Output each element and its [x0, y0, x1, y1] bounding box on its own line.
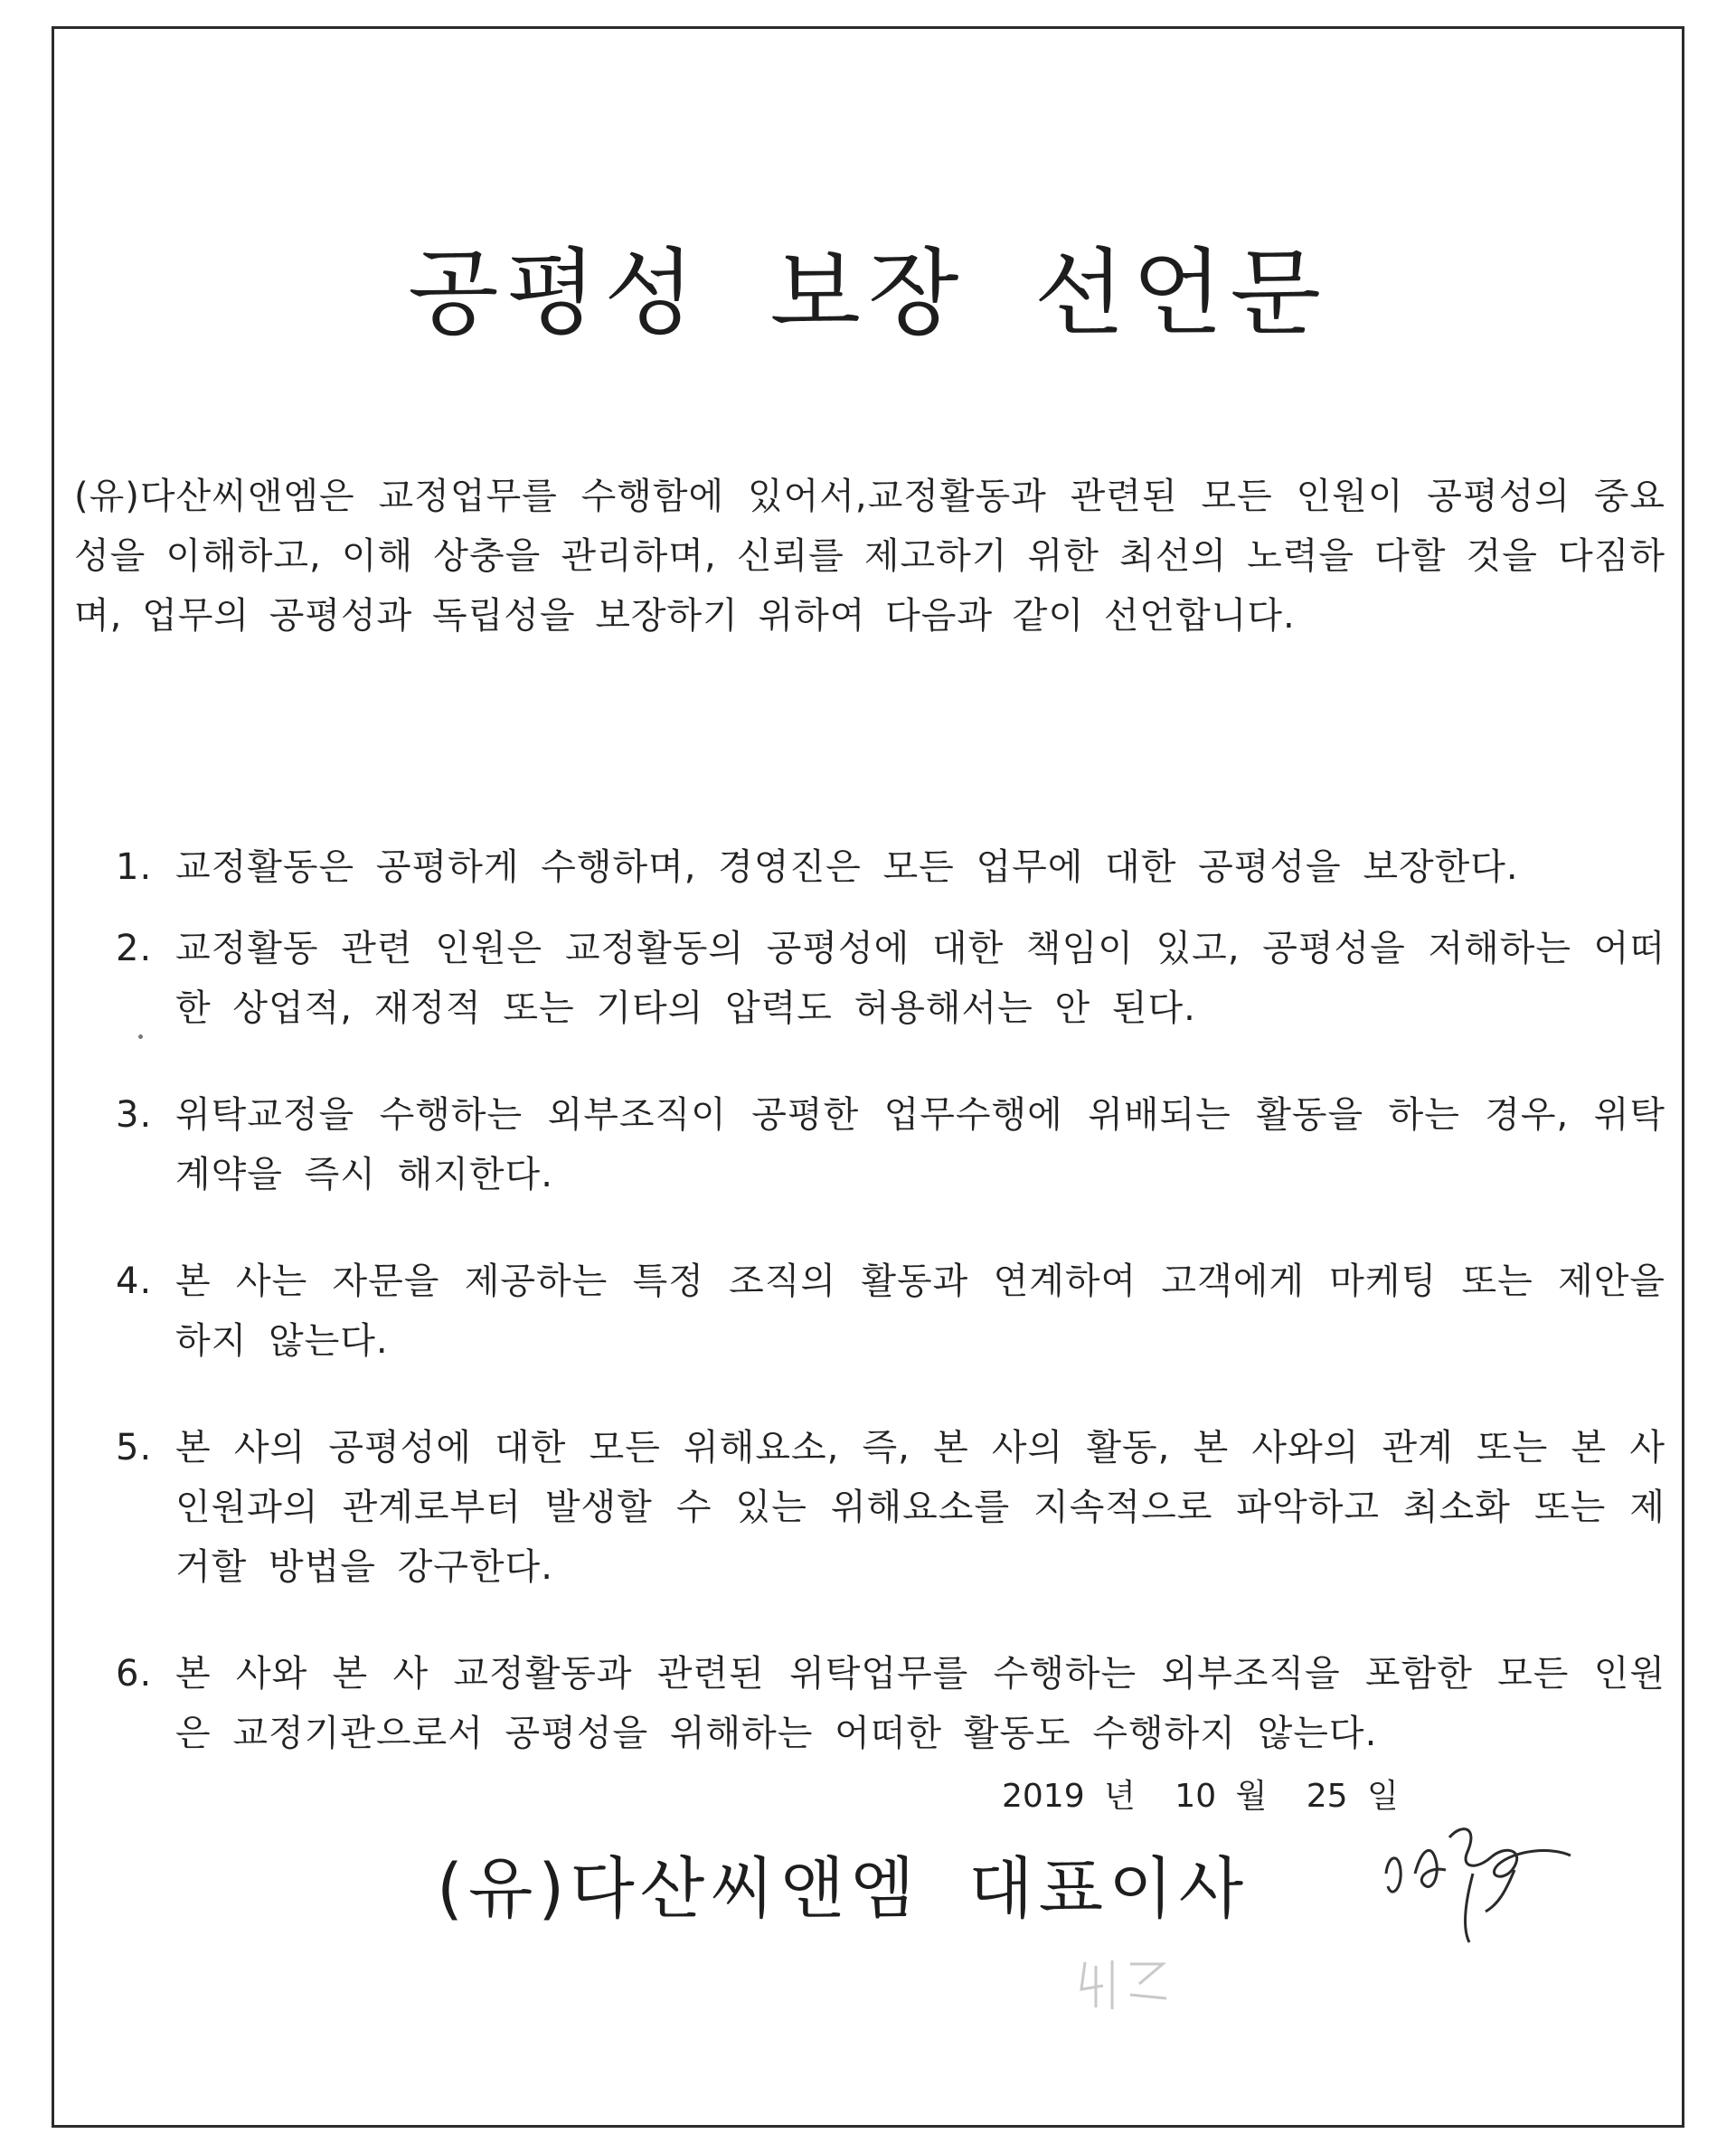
declaration-date — [1002, 1771, 1419, 1817]
item-text: 본 사와 본 사 교정활동과 관련된 위탁업무를 수행하는 외부조직을 포함한 모든 인원은 교정기관으로서 공평성을 위해하는 어떠한 활동도 수행하지 않는다. — [175, 1653, 1665, 1754]
declaration-item-6 — [116, 1644, 1665, 1763]
intro-paragraph: (유)다산씨앤엠은 교정업무를 수행함에 있어서,교정활동과 관련된 모든 인원이 공평성의 중요성을 이해하고, 이해 상충을 관리하며, 신뢰를 제고하기 위한 최선의 노력을 다할 것을 다짐하며, 업무의 공평성과 독립성을 보장하기 위하여 다음과 같이 선언합니다. — [74, 476, 1665, 637]
handwritten-signature — [1379, 1810, 1578, 1946]
date-day: 25 일 — [1306, 1778, 1399, 1815]
item-number: 5. — [116, 1427, 153, 1468]
declaration-item-3 — [116, 1085, 1665, 1204]
item-text: 본 사는 자문을 제공하는 특정 조직의 활동과 연계하여 고객에게 마케팅 또는 제안을 하지 않는다. — [175, 1261, 1665, 1362]
item-text: 교정활동은 공평하게 수행하며, 경영진은 모든 업무에 대한 공평성을 보장한다. — [175, 846, 1519, 888]
signer-title: (유)다산씨앤엠 대표이사 — [437, 1850, 1250, 1928]
document-title: 공평성 보장 선언문 — [408, 238, 1328, 348]
declaration-item-5 — [116, 1418, 1665, 1597]
item-text: 본 사의 공평성에 대한 모든 위해요소, 즉, 본 사의 활동, 본 사와의 관계 또는 본 사 인원과의 관계로부터 발생할 수 있는 위해요소를 지속적으로 파악하고 최소화 또는 제거할 방법을 강구한다. — [175, 1427, 1665, 1588]
pencil-mark — [1076, 1944, 1184, 2016]
item-number: 1. — [116, 846, 153, 888]
item-number: 3. — [116, 1094, 153, 1136]
declaration-item-1 — [116, 837, 1665, 897]
item-number: 2. — [116, 928, 153, 969]
declaration-item-2 — [116, 919, 1665, 1038]
item-number: 6. — [116, 1653, 153, 1695]
item-number: 4. — [116, 1261, 153, 1302]
declaration-item-4 — [116, 1251, 1665, 1371]
item-text: 위탁교정을 수행하는 외부조직이 공평한 업무수행에 위배되는 활동을 하는 경우, 위탁계약을 즉시 해지한다. — [175, 1094, 1665, 1195]
item-text: 교정활동 관련 인원은 교정활동의 공평성에 대한 책임이 있고, 공평성을 저해하는 어떠한 상업적, 재정적 또는 기타의 압력도 허용해서는 안 된다. — [175, 928, 1665, 1029]
date-month: 10 월 — [1175, 1778, 1268, 1815]
date-year: 2019 년 — [1002, 1778, 1136, 1815]
declaration-list — [116, 837, 1665, 1763]
